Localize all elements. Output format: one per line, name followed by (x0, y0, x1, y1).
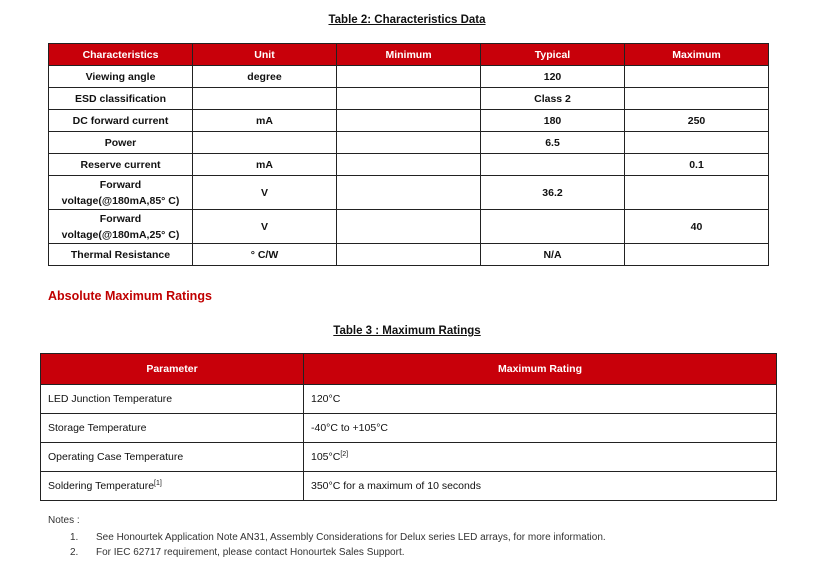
characteristic-cell: Power (49, 132, 193, 154)
parameter-cell (41, 472, 304, 501)
section-heading: Absolute Maximum Ratings (48, 289, 212, 303)
note-text: For IEC 62717 requirement, please contact Honourtek Sales Support. (96, 547, 405, 558)
maximum-cell: 40 (625, 210, 769, 244)
unit-cell: mA (193, 110, 337, 132)
column-header: Parameter (41, 354, 304, 385)
table-header-row (41, 354, 777, 385)
unit-cell (193, 88, 337, 110)
minimum-cell (337, 154, 481, 176)
rating-text: -40°C to +105°C (311, 422, 388, 434)
footnote-ref: [1] (154, 480, 162, 487)
minimum-cell (337, 66, 481, 88)
maximum-cell: 250 (625, 110, 769, 132)
unit-cell (193, 132, 337, 154)
table-row (41, 385, 777, 414)
column-header: Minimum (337, 44, 481, 66)
rating-cell (304, 414, 777, 443)
typical-cell (481, 210, 625, 244)
table-row (49, 154, 769, 176)
parameter-cell (41, 385, 304, 414)
maximum-cell (625, 66, 769, 88)
minimum-cell (337, 176, 481, 210)
unit-cell: degree (193, 66, 337, 88)
minimum-cell (337, 132, 481, 154)
parameter-text: LED Junction Temperature (48, 393, 173, 405)
parameter-text: Storage Temperature (48, 422, 147, 434)
table-row (49, 110, 769, 132)
rating-text: 105°C (311, 451, 341, 463)
maximum-ratings-table (40, 353, 777, 501)
parameter-cell (41, 443, 304, 472)
parameter-text: Operating Case Temperature (48, 451, 184, 463)
characteristic-line: Forward (99, 178, 142, 191)
characteristic-line: voltage(@180mA,25° C) (61, 228, 180, 241)
note-number: 1. (70, 532, 79, 543)
typical-cell: 120 (481, 66, 625, 88)
maximum-cell (625, 244, 769, 266)
minimum-cell (337, 110, 481, 132)
table-row (41, 414, 777, 443)
unit-cell: ° C/W (193, 244, 337, 266)
rating-text: 120°C (311, 393, 341, 405)
maximum-cell (625, 176, 769, 210)
characteristic-cell (49, 176, 193, 210)
notes-list (48, 530, 606, 560)
characteristic-cell: Reserve current (49, 154, 193, 176)
footnote-ref: [2] (340, 451, 349, 458)
characteristic-cell: ESD classification (49, 88, 193, 110)
minimum-cell (337, 88, 481, 110)
rating-cell (304, 443, 777, 472)
typical-cell: 180 (481, 110, 625, 132)
table-row (49, 132, 769, 154)
table-row (49, 244, 769, 266)
characteristic-line: voltage(@180mA,85° C) (61, 194, 180, 207)
minimum-cell (337, 244, 481, 266)
note-item (70, 530, 606, 545)
table-row (41, 443, 777, 472)
parameter-cell (41, 414, 304, 443)
column-header: Characteristics (49, 44, 193, 66)
column-header: Unit (193, 44, 337, 66)
typical-cell: 6.5 (481, 132, 625, 154)
table-row (49, 176, 769, 210)
table-row (49, 66, 769, 88)
notes-section (48, 515, 606, 560)
table-row (49, 210, 769, 244)
characteristic-line: Forward (99, 212, 142, 225)
typical-cell: 36.2 (481, 176, 625, 210)
unit-cell: V (193, 176, 337, 210)
maximum-cell (625, 132, 769, 154)
characteristics-table (48, 43, 769, 266)
minimum-cell (337, 210, 481, 244)
note-text: See Honourtek Application Note AN31, Assembly Considerations for Delux series LED arrays, for more information. (96, 532, 606, 543)
rating-cell (304, 472, 777, 501)
characteristic-cell: Viewing angle (49, 66, 193, 88)
characteristic-cell (49, 210, 193, 244)
unit-cell: mA (193, 154, 337, 176)
unit-cell: V (193, 210, 337, 244)
typical-cell (481, 154, 625, 176)
table3-title: Table 3 : Maximum Ratings (333, 325, 481, 337)
parameter-text: Soldering Temperature (48, 480, 155, 492)
typical-cell: N/A (481, 244, 625, 266)
notes-label: Notes : (48, 515, 80, 526)
table-header-row (49, 44, 769, 66)
table-row (49, 88, 769, 110)
column-header: Maximum Rating (304, 354, 777, 385)
characteristic-cell: Thermal Resistance (49, 244, 193, 266)
column-header: Maximum (625, 44, 769, 66)
maximum-cell: 0.1 (625, 154, 769, 176)
rating-cell (304, 385, 777, 414)
table-row (41, 472, 777, 501)
maximum-cell (625, 88, 769, 110)
typical-cell: Class 2 (481, 88, 625, 110)
rating-text: 350°C for a maximum of 10 seconds (311, 480, 481, 492)
column-header: Typical (481, 44, 625, 66)
note-number: 2. (70, 547, 79, 558)
note-item (70, 545, 606, 560)
table2-title: Table 2: Characteristics Data (328, 14, 486, 26)
characteristic-cell: DC forward current (49, 110, 193, 132)
